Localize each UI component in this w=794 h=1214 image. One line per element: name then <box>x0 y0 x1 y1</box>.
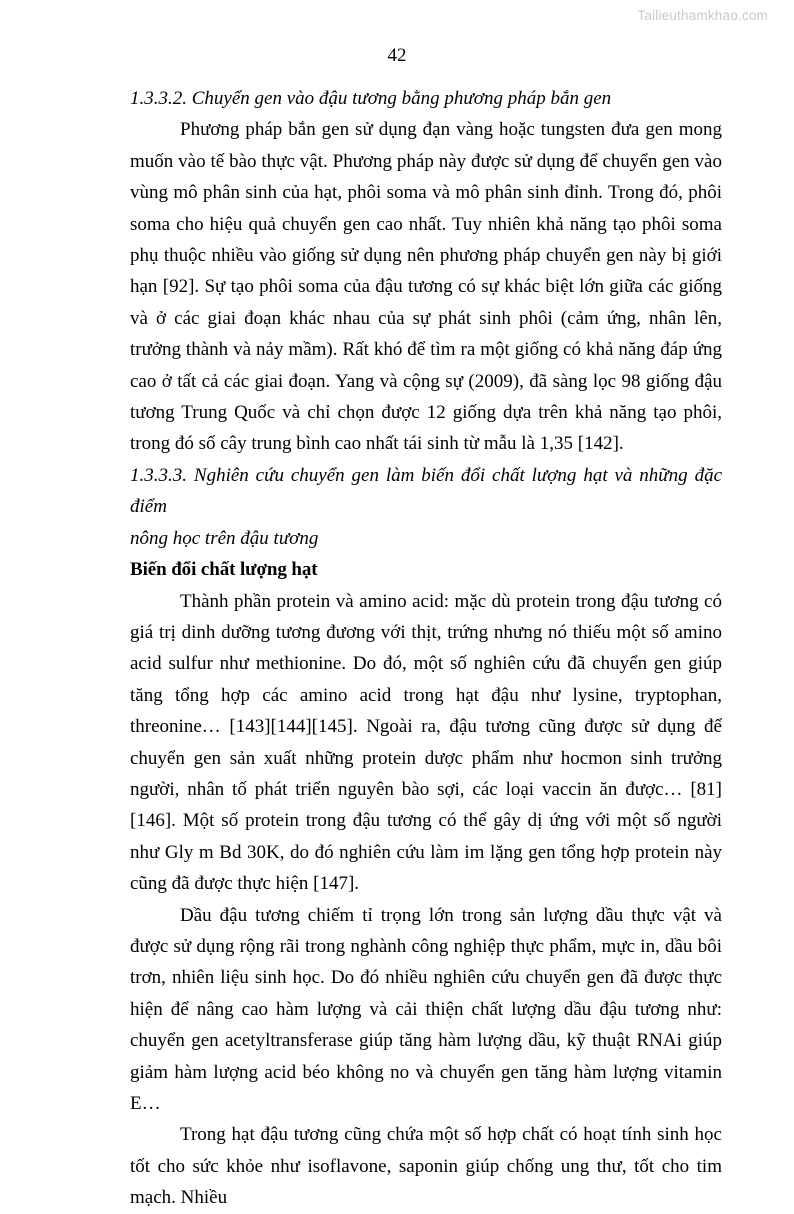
subsection-heading-bien-doi-chat-luong-hat: Biến đổi chất lượng hạt <box>130 559 318 581</box>
page-number: 42 <box>387 45 407 66</box>
page-content <box>130 83 722 1214</box>
section-heading-1-3-3-3-line-1: 1.3.3.3. Nghiên cứu chuyển gen làm biến đổi chất lượng hạt và những đặc điểm <box>130 464 722 518</box>
paragraph-protein-amino-acid: Thành phần protein và amino acid: mặc dù protein trong đậu tương có giá trị dinh dưỡng tương đương với thịt, trứng nhưng nó thiếu một số amino acid sulfur như methionine. Do đó, một số nghiên cứu đã chuyển gen giúp tăng tổng hợp các amino acid trong hạt đậu như lysine, tryptophan, threonine… [143][144][145]. Ngoài ra, đậu tương cũng được sử dụng để chuyển gen sản xuất những protein dược phẩm như hocmon sinh trưởng người, nhân tố phát triển nguyên bào sợi, các loại vaccin ăn được… [81][146]. Một số protein trong đậu tương có thể gây dị ứng với một số người như Gly m Bd 30K, do đó nghiên cứu làm im lặng gen tổng hợp protein này cũng đã được thực hiện [147]. <box>130 590 722 895</box>
paragraph-ban-gen: Phương pháp bắn gen sử dụng đạn vàng hoặc tungsten đưa gen mong muốn vào tế bào thực vật. Phương pháp này được sử dụng để chuyển gen vào vùng mô phân sinh của hạt, phôi soma và mô phân sinh đỉnh. Trong đó, phôi soma cho hiệu quả chuyển gen cao nhất. Tuy nhiên khả năng tạo phôi soma phụ thuộc nhiều vào giống sử dụng nên phương pháp chuyển gen này bị giới hạn [92]. Sự tạo phôi soma của đậu tương có sự khác biệt lớn giữa các giống và ở các giai đoạn khác nhau của sự phát sinh phôi (cảm ứng, nhân lên, trưởng thành và nảy mầm). Rất khó để tìm ra một giống có khả năng đáp ứng cao ở tất cả các giai đoạn. Yang và cộng sự (2009), đã sàng lọc 98 giống đậu tương Trung Quốc và chỉ chọn được 12 giống dựa trên khả năng tạo phôi, trong đó số cây trung bình cao nhất tái sinh từ mẫu là 1,35 [142]. <box>130 119 722 455</box>
section-heading-1-3-3-2: 1.3.3.2. Chuyển gen vào đậu tương bằng phương pháp bắn gen <box>130 88 612 109</box>
section-heading-1-3-3-3-line-2: nông học trên đậu tương <box>130 527 319 549</box>
paragraph-dau-dau-tuong: Dầu đậu tương chiếm tỉ trọng lớn trong sản lượng dầu thực vật và được sử dụng rộng rãi trong nghành công nghiệp thực phẩm, mực in, dầu bôi trơn, nhiên liệu sinh học. Do đó nhiều nghiên cứu chuyển gen đã được thực hiện để nâng cao hàm lượng và cải thiện chất lượng dầu đậu tương như: chuyển gen acetyltransferase giúp tăng hàm lượng dầu, kỹ thuật RNAi giúp giảm hàm lượng acid béo không no và chuyển gen tăng hàm lượng vitamin E… <box>130 904 722 1114</box>
paragraph-hop-chat-sinh-hoc: Trong hạt đậu tương cũng chứa một số hợp chất có hoạt tính sinh học tốt cho sức khỏe như isoflavone, saponin giúp chống ung thư, tốt cho tim mạch. Nhiều <box>130 1124 722 1209</box>
watermark-text: Tailieuthamkhao.com <box>637 8 768 23</box>
